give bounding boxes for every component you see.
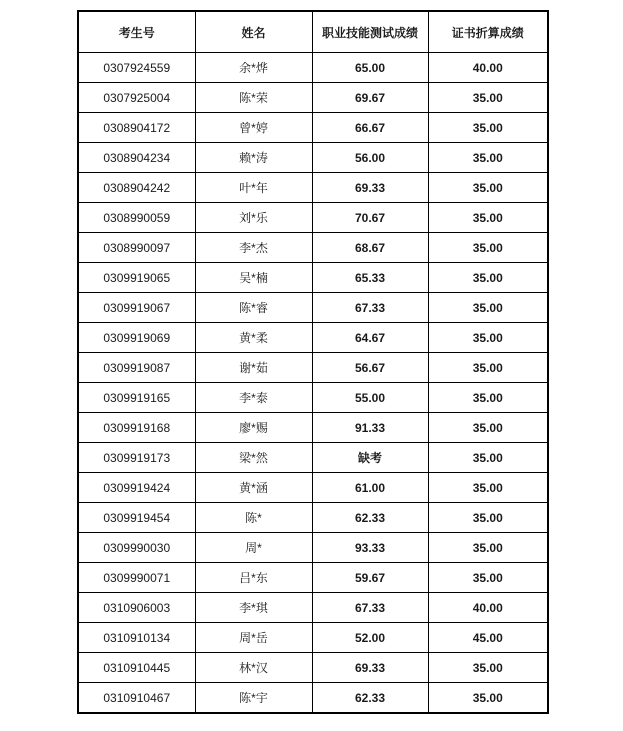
candidate-id-cell: 0309919168 bbox=[78, 413, 195, 443]
name-cell: 吴*楠 bbox=[195, 263, 312, 293]
candidate-id-cell: 0309919165 bbox=[78, 383, 195, 413]
table-row bbox=[78, 413, 548, 443]
name-cell: 梁*然 bbox=[195, 443, 312, 473]
candidate-id-cell: 0309990030 bbox=[78, 533, 195, 563]
table-row bbox=[78, 353, 548, 383]
test-score-cell: 65.00 bbox=[312, 53, 428, 83]
cert-score-cell: 35.00 bbox=[428, 293, 548, 323]
candidate-id-cell: 0309919069 bbox=[78, 323, 195, 353]
test-score-cell: 67.33 bbox=[312, 593, 428, 623]
column-header: 考生号 bbox=[78, 11, 195, 53]
test-score-cell: 91.33 bbox=[312, 413, 428, 443]
cert-score-cell: 35.00 bbox=[428, 413, 548, 443]
cert-score-cell: 40.00 bbox=[428, 593, 548, 623]
name-cell: 黄*涵 bbox=[195, 473, 312, 503]
name-cell: 黄*柔 bbox=[195, 323, 312, 353]
name-cell: 吕*东 bbox=[195, 563, 312, 593]
candidate-id-cell: 0310910134 bbox=[78, 623, 195, 653]
candidate-id-cell: 0308990097 bbox=[78, 233, 195, 263]
test-score-cell: 62.33 bbox=[312, 503, 428, 533]
cert-score-cell: 35.00 bbox=[428, 353, 548, 383]
cert-score-cell: 35.00 bbox=[428, 203, 548, 233]
table-row bbox=[78, 383, 548, 413]
name-cell: 李*琪 bbox=[195, 593, 312, 623]
table-row bbox=[78, 143, 548, 173]
candidate-id-cell: 0308990059 bbox=[78, 203, 195, 233]
test-score-cell: 52.00 bbox=[312, 623, 428, 653]
test-score-cell: 68.67 bbox=[312, 233, 428, 263]
table-row bbox=[78, 473, 548, 503]
candidate-id-cell: 0309919424 bbox=[78, 473, 195, 503]
name-cell: 林*汉 bbox=[195, 653, 312, 683]
name-cell: 刘*乐 bbox=[195, 203, 312, 233]
table-row bbox=[78, 533, 548, 563]
test-score-cell: 56.00 bbox=[312, 143, 428, 173]
name-cell: 周* bbox=[195, 533, 312, 563]
table-row bbox=[78, 53, 548, 83]
test-score-cell: 69.33 bbox=[312, 173, 428, 203]
name-cell: 李*泰 bbox=[195, 383, 312, 413]
table-row bbox=[78, 593, 548, 623]
candidate-id-cell: 0309919454 bbox=[78, 503, 195, 533]
name-cell: 李*杰 bbox=[195, 233, 312, 263]
test-score-cell: 66.67 bbox=[312, 113, 428, 143]
test-score-cell: 62.33 bbox=[312, 683, 428, 714]
candidate-id-cell: 0307924559 bbox=[78, 53, 195, 83]
cert-score-cell: 45.00 bbox=[428, 623, 548, 653]
cert-score-cell: 40.00 bbox=[428, 53, 548, 83]
cert-score-cell: 35.00 bbox=[428, 383, 548, 413]
cert-score-cell: 35.00 bbox=[428, 503, 548, 533]
candidate-id-cell: 0309919087 bbox=[78, 353, 195, 383]
table-row bbox=[78, 293, 548, 323]
cert-score-cell: 35.00 bbox=[428, 653, 548, 683]
candidate-id-cell: 0310906003 bbox=[78, 593, 195, 623]
name-cell: 叶*年 bbox=[195, 173, 312, 203]
cert-score-cell: 35.00 bbox=[428, 323, 548, 353]
column-header: 证书折算成绩 bbox=[428, 11, 548, 53]
candidate-id-cell: 0308904172 bbox=[78, 113, 195, 143]
candidate-id-cell: 0307925004 bbox=[78, 83, 195, 113]
table-row bbox=[78, 503, 548, 533]
table-row bbox=[78, 203, 548, 233]
candidate-id-cell: 0309919065 bbox=[78, 263, 195, 293]
cert-score-cell: 35.00 bbox=[428, 443, 548, 473]
table-body bbox=[78, 53, 548, 714]
cert-score-cell: 35.00 bbox=[428, 473, 548, 503]
test-score-cell: 61.00 bbox=[312, 473, 428, 503]
table-row bbox=[78, 443, 548, 473]
test-score-cell: 93.33 bbox=[312, 533, 428, 563]
candidate-id-cell: 0308904242 bbox=[78, 173, 195, 203]
cert-score-cell: 35.00 bbox=[428, 143, 548, 173]
name-cell: 廖*赐 bbox=[195, 413, 312, 443]
test-score-cell: 55.00 bbox=[312, 383, 428, 413]
cert-score-cell: 35.00 bbox=[428, 83, 548, 113]
table-row bbox=[78, 113, 548, 143]
name-cell: 周*岳 bbox=[195, 623, 312, 653]
table-row bbox=[78, 173, 548, 203]
name-cell: 余*烨 bbox=[195, 53, 312, 83]
table-row bbox=[78, 263, 548, 293]
name-cell: 曾*婷 bbox=[195, 113, 312, 143]
table-row bbox=[78, 683, 548, 714]
table-row bbox=[78, 653, 548, 683]
name-cell: 谢*茹 bbox=[195, 353, 312, 383]
candidate-id-cell: 0309990071 bbox=[78, 563, 195, 593]
test-score-cell: 69.67 bbox=[312, 83, 428, 113]
column-header: 姓名 bbox=[195, 11, 312, 53]
test-score-cell: 70.67 bbox=[312, 203, 428, 233]
column-header: 职业技能测试成绩 bbox=[312, 11, 428, 53]
cert-score-cell: 35.00 bbox=[428, 233, 548, 263]
name-cell: 陈*荣 bbox=[195, 83, 312, 113]
candidate-id-cell: 0310910445 bbox=[78, 653, 195, 683]
table-row bbox=[78, 323, 548, 353]
test-score-cell: 65.33 bbox=[312, 263, 428, 293]
test-score-cell: 59.67 bbox=[312, 563, 428, 593]
cert-score-cell: 35.00 bbox=[428, 263, 548, 293]
table-header-row bbox=[78, 11, 548, 53]
candidate-id-cell: 0310910467 bbox=[78, 683, 195, 714]
candidate-id-cell: 0308904234 bbox=[78, 143, 195, 173]
table-row bbox=[78, 563, 548, 593]
cert-score-cell: 35.00 bbox=[428, 173, 548, 203]
table-row bbox=[78, 83, 548, 113]
name-cell: 赖*涛 bbox=[195, 143, 312, 173]
cert-score-cell: 35.00 bbox=[428, 563, 548, 593]
name-cell: 陈*宇 bbox=[195, 683, 312, 714]
test-score-cell: 56.67 bbox=[312, 353, 428, 383]
test-score-cell: 67.33 bbox=[312, 293, 428, 323]
test-score-cell: 69.33 bbox=[312, 653, 428, 683]
name-cell: 陈*睿 bbox=[195, 293, 312, 323]
score-table bbox=[77, 10, 549, 714]
table-row bbox=[78, 233, 548, 263]
test-score-cell: 缺考 bbox=[312, 443, 428, 473]
test-score-cell: 64.67 bbox=[312, 323, 428, 353]
table-row bbox=[78, 623, 548, 653]
cert-score-cell: 35.00 bbox=[428, 113, 548, 143]
cert-score-cell: 35.00 bbox=[428, 533, 548, 563]
candidate-id-cell: 0309919067 bbox=[78, 293, 195, 323]
name-cell: 陈* bbox=[195, 503, 312, 533]
candidate-id-cell: 0309919173 bbox=[78, 443, 195, 473]
cert-score-cell: 35.00 bbox=[428, 683, 548, 714]
